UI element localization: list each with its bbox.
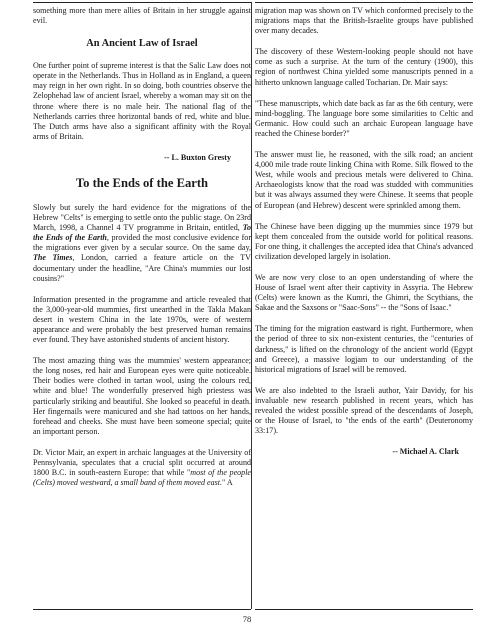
- quotation: most of the people (Celts) moved westward, a small band of them moved east.: [33, 468, 251, 488]
- paragraph: something more than mere allies of Britain in her struggle against evil.: [33, 6, 251, 26]
- page-number: 78: [242, 614, 252, 624]
- bottom-rule-left: [33, 609, 251, 610]
- paragraph: The most amazing thing was the mummies' western appearance; the long noses, red hair and European eyes were quite noticeable. Their bodies were clothed in tartan wool, using the colours red, white and blue! The wonderfully preserved high priestess was particularly striking and beautiful. She looked so peaceful in death. Her fingernails were manicured and she had tattoos on her hands, forehead and cheeks. She must have been someone special; quite an important person.: [33, 356, 251, 436]
- right-column: [255, 6, 473, 456]
- text-run: Dr. Victor Mair, an expert in archaic languages at the University of Pennsylvania, speculates that a crucial split occurred at around 1800 B.C. in south-eastern Europe: that while ": [33, 447, 251, 478]
- paragraph: migration map was shown on TV which conformed precisely to the migrations maps that the British-Israelite groups have published over many decades.: [255, 6, 473, 36]
- paragraph: We are also indebted to the Israeli author, Yair Davidy, for his invaluable new research published in recent years, which has revealed the widest possible spread of the descendants of Joseph, or the House of Israel, to "the ends of the earth" (Deuteronomy 33:17).: [255, 385, 473, 436]
- author-signature: -- L. Buxton Gresty: [164, 152, 231, 162]
- paragraph: The answer must lie, he reasoned, with the silk road; an ancient 4,000 mile trade route linking China with Rome. Silk flowed to the West, while wools and precious metals were delivered to China. Archaeologists know that the road was studded with communities but it was always assumed they were Chinese. It seems that people of European (and Hebrew) descent were sprinkled among them.: [255, 150, 473, 210]
- section-heading: An Ancient Law of Israel: [86, 38, 198, 50]
- newspaper-title: The Times: [33, 253, 73, 263]
- paragraph: [33, 203, 251, 284]
- column-divider: [251, 2, 252, 609]
- programme-title: To the Ends of the Earth: [33, 223, 251, 243]
- paragraph: One further point of supreme interest is that the Salic Law does not operate in the Netherlands. Thus in Holland as in England, a queen may reign in her own right. In so doing, both countries observe the Zelophehad law of ancient Israel, whereby a woman may sit on the throne where there is no male heir. The national flag of the Netherlands carries three horizontal bands of red, white and blue. The Dutch arms have also a significant affinity with the Royal arms of Britain.: [33, 61, 251, 141]
- quoted-paragraph: "These manuscripts, which date back as far as the 6th century, were mind-boggling. The language bore some similarities to Celtic and Germanic. How could such an archaic European language have reached the Chinese border?": [255, 98, 473, 138]
- text-run: , London, carried a feature article on the TV documentary under the headline, "Are China's mummies our lost cousins?": [33, 253, 251, 283]
- paragraph: The Chinese have been digging up the mummies since 1979 but kept them concealed from the outside world for political reasons. For one thing, it challenges the accepted idea that China's advanced civilization developed largely in isolation.: [255, 221, 473, 261]
- bottom-rule-right: [255, 609, 473, 610]
- author-signature: -- Michael A. Clark: [392, 447, 459, 457]
- paragraph: [33, 448, 251, 488]
- text-run: , provided the most conclusive evidence for the migrations ever given by a secular source. On the same day,: [33, 233, 251, 253]
- text-run: " A: [222, 478, 233, 488]
- paragraph: The discovery of these Western-looking people should not have come as such a surprise. At the turn of the century (1900), this region of northwest China yielded some manuscripts penned in a hitherto unknown language called Tocharian. Dr. Mair says:: [255, 47, 473, 87]
- paragraph: We are now very close to an open understanding of where the House of Israel went after their captivity in Assyria. The Hebrew (Celts) were known as the Kumri, the Ghimri, the Scythians, the Sakae and the Saxsons or "Saac-Sons" -- the "Sons of Isaac.": [255, 272, 473, 313]
- paragraph: The timing for the migration eastward is right. Furthermore, when the period of three to six non-existent centuries, the "centuries of darkness," is lifted on the chronology of the ancient world (Egypt and Greece), a massive logjam to our understanding of the historical migrations of Israel will be removed.: [255, 324, 473, 374]
- text-run: Slowly but surely the hard evidence for the migrations of the Hebrew "Celts" is emerging to settle onto the public stage. On 23rd March, 1998, a Channel 4 TV programme in Britain, entitled,: [33, 202, 251, 233]
- left-column: [33, 6, 251, 499]
- article-heading: To the Ends of the Earth: [75, 175, 209, 190]
- top-rule-right: [255, 2, 473, 3]
- top-rule-left: [33, 2, 251, 3]
- paragraph: Information presented in the programme and article revealed that the 3,000-year-old mummies, first unearthed in the Takla Makan desert in western China in the late 1970s, were of western appearance and were probably the best preserved human remains ever found. They have astonished students of ancient history.: [33, 294, 251, 345]
